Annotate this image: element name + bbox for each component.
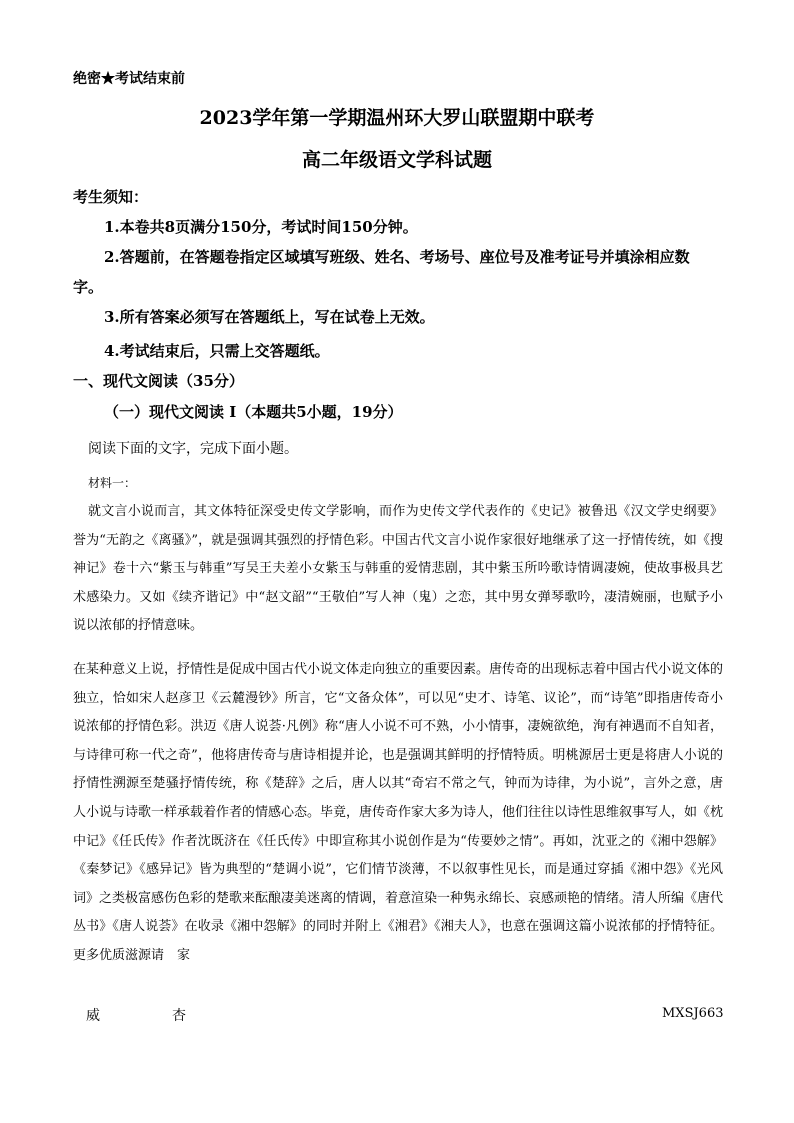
footer-code: MXSJ663 bbox=[662, 1006, 724, 1021]
subsection-title: （一）现代文阅读 I（本题共5小题，19分） bbox=[104, 403, 403, 421]
section-title: 一、现代文阅读（35分） bbox=[73, 372, 244, 390]
notice-item-1: 1.本卷共8页满分150分，考试时间150分钟。 bbox=[104, 218, 418, 236]
footer-left-text: 威 bbox=[86, 1008, 100, 1024]
passage-paragraph-1: 就文言小说而言，其文体特征深受史传文学影响，而作为史传文学代表作的《史记》被鲁迅《汉文学史纲要》誉为“无韵之《离骚》”，就是强调其强烈的抒情色彩。中国古代文言小说作家很好地继承了这一抒情传统，如《搜神记》卷十六“紫玉与韩重”写吴王夫差小女紫玉与韩重的爱情悲剧，其中紫玉所吟歌诗情调凄婉，使故事极具艺术感染力。又如《续齐谐记》中“赵文韶”“王敬伯”写人神（鬼）之恋，其中男女弹琴歌吟，凄清婉丽，也赋予小说以浓郁的抒情意味。 bbox=[73, 504, 723, 634]
notice-item-4: 4.考试结束后，只需上交答题纸。 bbox=[104, 342, 330, 360]
reading-instruction: 阅读下面的文字，完成下面小题。 bbox=[88, 441, 298, 457]
footer-middle-text: 杏 bbox=[172, 1008, 186, 1024]
confidential-label: 绝密★考试结束前 bbox=[73, 71, 185, 87]
material-label: 材料一： bbox=[88, 476, 137, 490]
exam-subtitle: 高二年级语文学科试题 bbox=[301, 149, 492, 171]
notice-item-2-continued: 字。 bbox=[73, 278, 104, 296]
notice-item-3: 3.所有答案必须写在答题纸上，写在试卷上无效。 bbox=[104, 308, 435, 326]
notice-heading: 考生须知： bbox=[73, 188, 149, 206]
exam-title: 2023学年第一学期温州环大罗山联盟期中联考 bbox=[199, 107, 595, 129]
notice-item-2: 2.答题前，在答题卷指定区域填写班级、姓名、考场号、座位号及准考证号并填涂相应数 bbox=[104, 248, 690, 266]
passage-paragraph-2: 在某种意义上说，抒情性是促成中国古代小说文体走向独立的重要因素。唐传奇的出现标志着中国古代小说文体的独立，恰如宋人赵彦卫《云麓漫钞》所言，它“文备众体”，可以见“史才、诗笔、议论”，而“诗笔”即指唐传奇小说浓郁的抒情色彩。洪迈《唐人说荟·凡例》称“唐人小说不可不熟，小小情事，凄婉欲绝，洵有神遇而不自知者，与诗律可称一代之奇”，他将唐传奇与唐诗相提并论，也是强调其鲜明的抒情特质。明桃源居士更是将唐人小说的抒情性溯源至楚骚抒情传统，称《楚辞》之后，唐人以其“奇宕不常之气，钟而为诗律，为小说”，言外之意，唐人小说与诗歌一样承载着作者的情感心态。毕竟，唐传奇作家大多为诗人，他们往往以诗性思维叙事写人，如《枕中记》《任氏传》作者沈既济在《任氏传》中即宣称其小说创作是为“传要妙之情”。再如，沈亚之的《湘中怨解》《秦梦记》《感异记》皆为典型的“楚调小说”，它们情节淡薄，不以叙事性见长，而是通过穿插《湘中怨》《光风词》之类极富感伤色彩的楚歌来酝酿凄美迷离的情调，着意渲染一种隽永绵长、哀感顽艳的情绪。清人所编《唐代丛书》《唐人说荟》在收录《湘中怨解》的同时并附上《湘君》《湘夫人》，也意在强调这篇小说浓郁的抒情特征。更多优质滋源请 家 bbox=[73, 662, 724, 963]
